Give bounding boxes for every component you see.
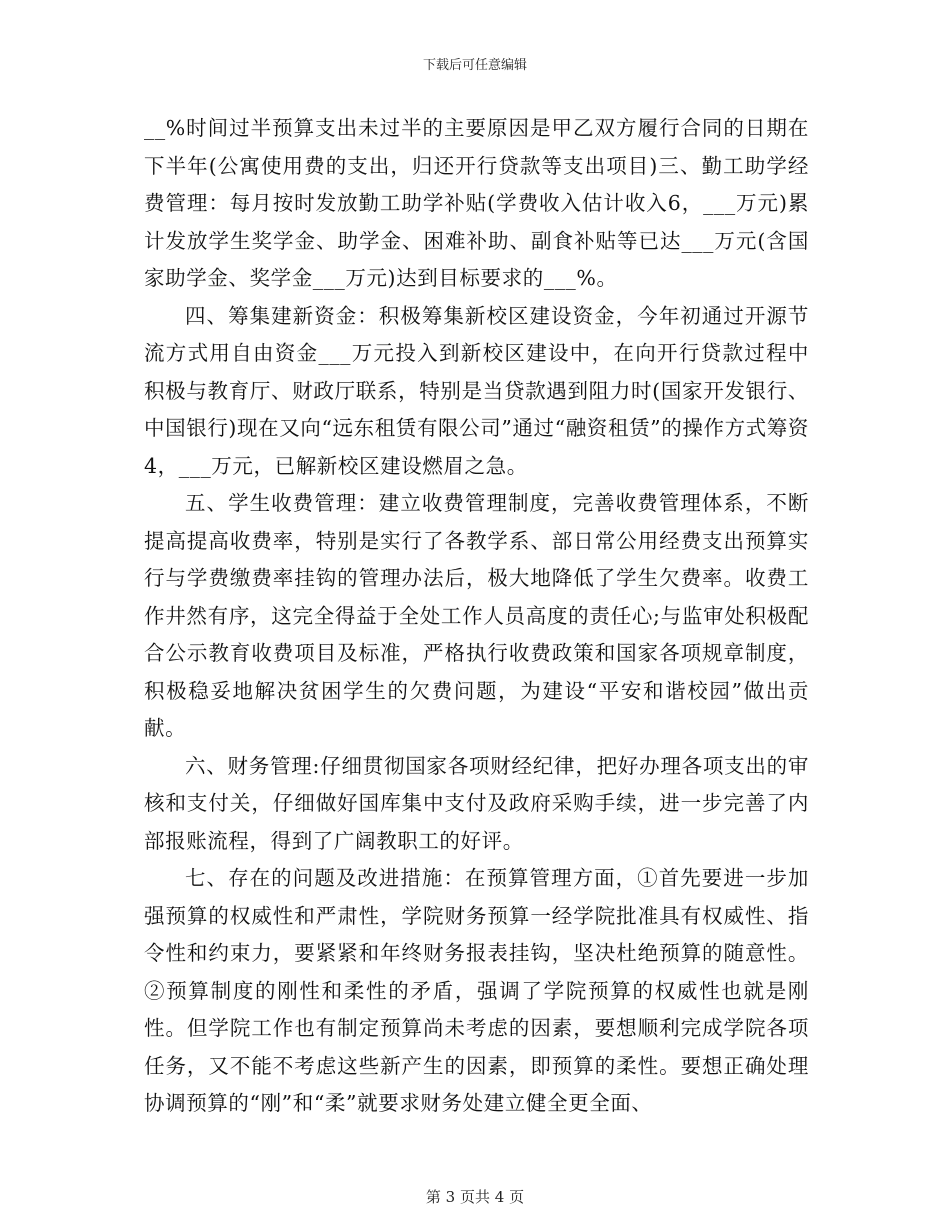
paragraph-budget-labor: __%时间过半预算支出未过半的主要原因是甲乙双方履行合同的日期在下半年(公寓使用费的支出，归还开行贷款等支出项目)三、勤工助学经费管理：每月按时发放勤工助学补贴(学费收入估计收入6，___万元)累计发放学生奖学金、助学金、困难补助、副食补贴等已达___万元(含国家助学金、奖学金___万元)达到目标要求的___%。 <box>144 116 809 290</box>
paragraph-problems-measures: 七、存在的问题及改进措施：在预算管理方面，①首先要进一步加强预算的权威性和严肃性，学院财务预算一经学院批准具有权威性、指令性和约束力，要紧紧和年终财务报表挂钩，坚决杜绝预算的随意性。②预算制度的刚性和柔性的矛盾，强调了学院预算的权威性也就是刚性。但学院工作也有制定预算尚未考虑的因素，要想顺利完成学院各项任务，又不能不考虑这些新产生的因素，即预算的柔性。要想正确处理协调预算的“刚”和“柔”就要求财务处建立健全更全面、 <box>144 866 809 1115</box>
page-header: 下载后可任意编辑 <box>422 58 527 73</box>
document-body <box>144 110 809 1123</box>
paragraph-fee-management: 五、学生收费管理：建立收费管理制度，完善收费管理体系，不断提高提高收费率，特别是实行了各教学系、部日常公用经费支出预算实行与学费缴费率挂钩的管理办法后，极大地降低了学生欠费率。收费工作井然有序，这完全得益于全处工作人员高度的责任心;与监审处积极配合公示教育收费项目及标准，严格执行收费政策和国家各项规章制度，积极稳妥地解决贫困学生的欠费问题，为建设“平安和谐校园”做出贡献。 <box>144 491 809 740</box>
paragraph-fundraising: 四、筹集建新资金：积极筹集新校区建设资金，今年初通过开源节流方式用自由资金___万元投入到新校区建设中，在向开行贷款过程中积极与教育厅、财政厅联系，特别是当贷款遇到阻力时(国家开发银行、中国银行)现在又向“远东租赁有限公司”通过“融资租赁”的操作方式筹资4，___万元，已解新校区建设燃眉之急。 <box>144 303 809 478</box>
paragraph-financial-management: 六、财务管理:仔细贯彻国家各项财经纪律，把好办理各项支出的审核和支付关，仔细做好国库集中支付及政府采购手续，进一步完善了内部报账流程，得到了广阔教职工的好评。 <box>144 753 809 853</box>
page-footer: 第 3 页共 4 页 <box>425 1188 525 1206</box>
